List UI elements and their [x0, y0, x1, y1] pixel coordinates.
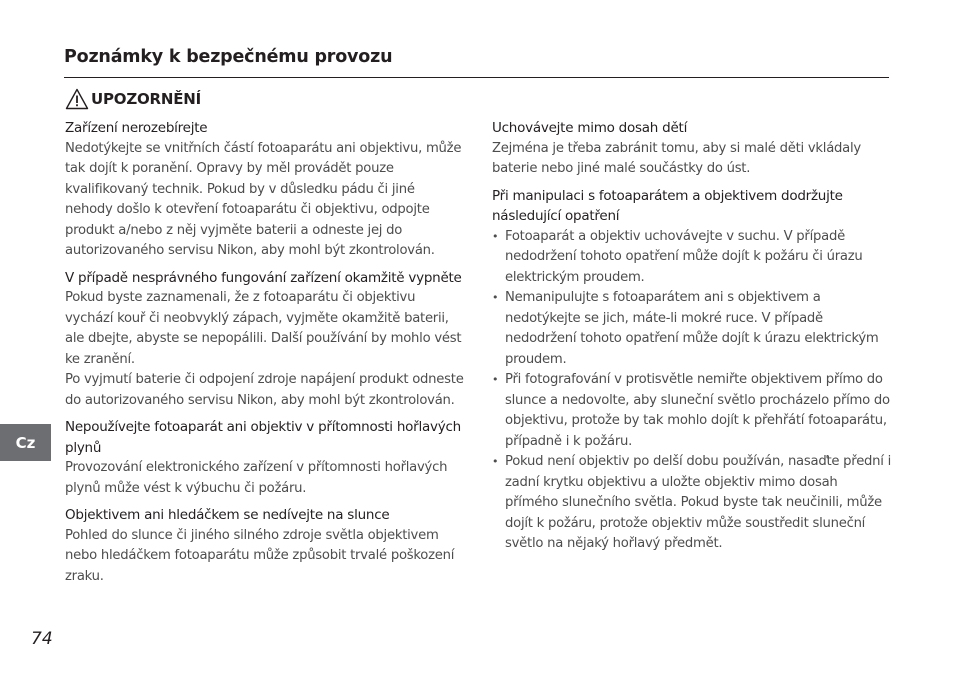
section-title: V případě nesprávného fungování zařízení okamžitě vypněte — [65, 269, 462, 286]
section-title: Nepoužívejte fotoaparát ani objektiv v přítomnosti hořlavých plynů — [65, 419, 461, 456]
list-item: • Nemanipulujte s fotoaparátem ani s objektivem a nedotýkejte se jich, máte-li mokré ruce. V případě nedodržení tohoto opatření může dojít k úrazu elektrickým proudem. — [492, 288, 892, 370]
section-flammable-gas — [65, 417, 465, 499]
precaution-list — [492, 227, 892, 555]
page-title: Poznámky k bezpečnému provozu — [64, 47, 393, 67]
list-item: • Pokud není objektiv po delší dobu používán, nasaďte přední i zadní krytku objektivu a uložte objektiv mimo dosah přímého slunečního světla. Pokud byste tak neučinili, může dojít k požáru, protože objektiv může soustředit sluneční světlo na nějaký hořlavý předmět. — [492, 452, 892, 555]
right-column — [492, 118, 892, 555]
section-children — [492, 118, 892, 180]
list-item: • Fotoaparát a objektiv uchovávejte v suchu. V případě nedodržení tohoto opatření může dojít k požáru či úrazu elektrickým proudem. — [492, 227, 892, 289]
warning-heading: UPOZORNĚNÍ — [91, 90, 202, 108]
section-title: Uchovávejte mimo dosah dětí — [492, 120, 688, 136]
section-malfunction — [65, 268, 465, 412]
left-column — [65, 118, 465, 587]
title-divider — [64, 77, 889, 78]
section-disassembly — [65, 118, 465, 262]
section-body: Provozování elektronického zařízení v přítomnosti hořlavých plynů může vést k výbuchu či požáru. — [65, 460, 448, 496]
section-title: Při manipulaci s fotoaparátem a objektivem dodržujte následující opatření — [492, 187, 843, 224]
section-body: Pokud byste zaznamenali, že z fotoaparátu či objektivu vychází kouř či neobvyklý zápach, vyjměte okamžitě baterii, ale dbejte, abyste se nepopálili. Další používání by mohlo vést ke zranění. — [65, 290, 462, 367]
section-body: Zejména je třeba zabránit tomu, aby si malé děti vkládaly baterie nebo jiné malé součástky do úst. — [492, 140, 861, 176]
section-sun — [65, 505, 465, 587]
section-body: Nedotýkejte se vnitřních částí fotoaparátu ani objektivu, může tak dojít k poranění. Opravy by měl provádět pouze kvalifikovaný technik. Pokud by v důsledku pádu či jiné nehody došlo k otevření fotoaparátu či objektivu, odpojte produkt a/nebo z něj vyjměte baterii a odneste jej do autorizovaného servisu Nikon, aby mohl být zkontrolován. — [65, 140, 462, 258]
language-tab: Cz — [0, 424, 51, 461]
section-title: Zařízení nerozebírejte — [65, 120, 208, 136]
section-title: Objektivem ani hledáčkem se nedívejte na slunce — [65, 507, 390, 523]
warning-triangle-icon — [65, 88, 89, 110]
section-body: Po vyjmutí baterie či odpojení zdroje napájení produkt odneste do autorizovaného servisu Nikon, aby mohl být zkontrolován. — [65, 372, 464, 408]
list-item: • Při fotografování v protisvětle nemiřte objektivem přímo do slunce a nedovolte, aby sluneční světlo procházelo přímo do objektivu, protože by tak mohlo dojít k přehřátí fotoaparátu, případně i k požáru. — [492, 370, 892, 452]
section-handling — [492, 186, 892, 555]
section-body: Pohled do slunce či jiného silného zdroje světla objektivem nebo hledáčkem fotoaparátu může způsobit trvalé poškození zraku. — [65, 527, 455, 584]
page-number: 74 — [31, 629, 53, 649]
warning-header — [65, 88, 201, 110]
